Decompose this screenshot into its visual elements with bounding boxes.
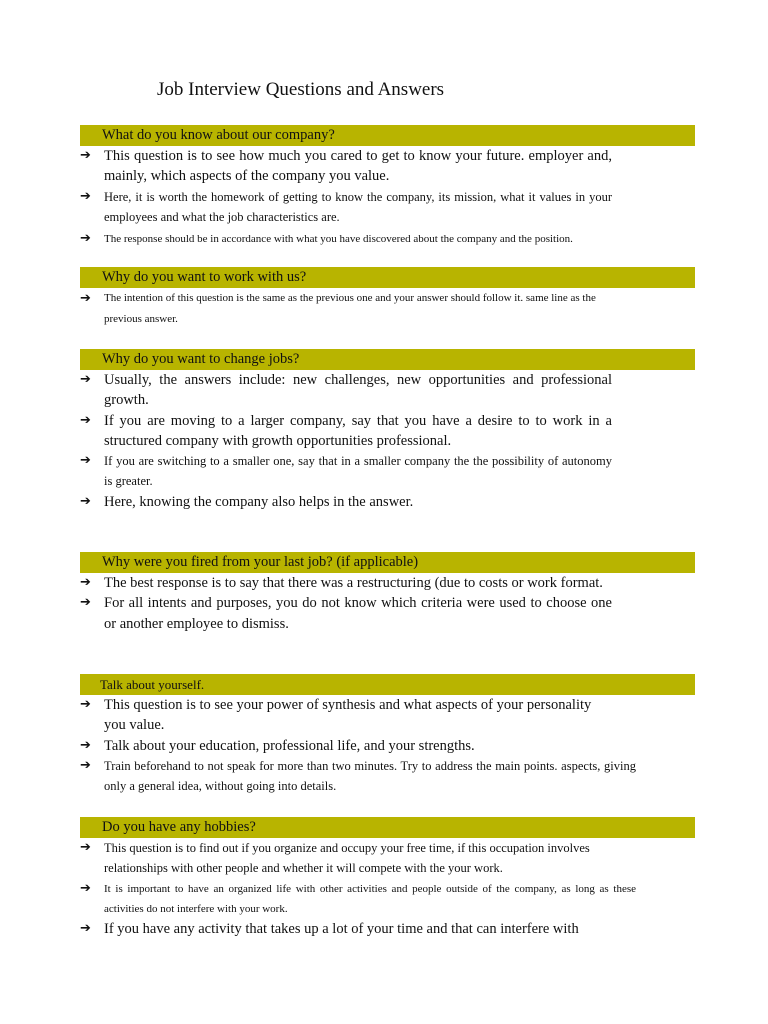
question-header: Do you have any hobbies? bbox=[80, 817, 695, 838]
question-header: Talk about yourself. bbox=[80, 674, 695, 695]
arrow-icon: ➔ bbox=[80, 188, 91, 204]
answer-item: ➔ It is important to have an organized life with other activities and people outside of the company, as long as these activities do not interfere with your work. bbox=[80, 880, 636, 915]
answer-item: ➔ Usually, the answers include: new challenges, new opportunities and professional growth. bbox=[80, 372, 612, 409]
answer-item: ➔ Train beforehand to not speak for more than two minutes. Try to address the main points. aspects, giving only a general idea, without going into details. bbox=[80, 757, 636, 794]
arrow-icon: ➔ bbox=[80, 697, 91, 712]
arrow-icon: ➔ bbox=[80, 575, 91, 590]
arrow-icon: ➔ bbox=[80, 231, 91, 247]
question-header: Why do you want to work with us? bbox=[80, 267, 695, 288]
arrow-icon: ➔ bbox=[80, 453, 91, 469]
arrow-icon: ➔ bbox=[80, 840, 91, 855]
answer-item: ➔ Here, it is worth the homework of getting to know the company, its mission, what it values in your employees and what the job characteristics are. bbox=[80, 188, 612, 224]
arrow-icon: ➔ bbox=[80, 412, 91, 428]
question-header: Why were you fired from your last job? (if applicable) bbox=[80, 552, 695, 573]
arrow-icon: ➔ bbox=[80, 595, 91, 611]
section-about-yourself bbox=[80, 674, 695, 796]
arrow-icon: ➔ bbox=[80, 737, 91, 753]
arrow-icon: ➔ bbox=[80, 493, 91, 509]
question-header: Why do you want to change jobs? bbox=[80, 349, 695, 370]
question-header: What do you know about our company? bbox=[80, 125, 695, 146]
answer-item: ➔ The best response is to say that there was a restructuring (due to costs or work format. bbox=[80, 573, 612, 593]
arrow-icon: ➔ bbox=[80, 291, 91, 306]
section-company bbox=[80, 125, 695, 249]
arrow-icon: ➔ bbox=[80, 148, 91, 163]
page-title: Job Interview Questions and Answers bbox=[157, 79, 445, 100]
section-hobbies bbox=[80, 817, 695, 939]
answer-item: ➔ Talk about your education, professional life, and your strengths. bbox=[80, 736, 612, 756]
answer-item: ➔ This question is to find out if you organize and occupy your free time, if this occupation involves relationships with other people and whether it will compete with the your work. bbox=[80, 840, 590, 876]
answer-item: ➔ The intention of this question is the same as the previous one and your answer should follow it. same line as the previous answer. bbox=[80, 288, 636, 330]
arrow-icon: ➔ bbox=[80, 921, 91, 937]
arrow-icon: ➔ bbox=[80, 757, 91, 773]
answer-item: ➔ Here, knowing the company also helps in the answer. bbox=[80, 492, 612, 512]
answer-item: ➔ This question is to see how much you cared to get to know your future. employer and, mainly, which aspects of the company you value. bbox=[80, 148, 612, 185]
answer-item: ➔ The response should be in accordance with what you have discovered about the company and the position. bbox=[80, 229, 636, 249]
answer-item: ➔ If you have any activity that takes up a lot of your time and that can interfere with bbox=[80, 919, 612, 939]
answer-item: ➔ If you are switching to a smaller one, say that in a smaller company the the possibility of autonomy is greater. bbox=[80, 453, 612, 489]
section-fired bbox=[80, 552, 695, 634]
section-change-jobs bbox=[80, 349, 695, 512]
answer-item: ➔ If you are moving to a larger company, say that you have a desire to to work in a structured company with growth opportunities professional. bbox=[80, 412, 612, 449]
arrow-icon: ➔ bbox=[80, 880, 91, 896]
section-work-with-us bbox=[80, 267, 695, 330]
answer-item: ➔ For all intents and purposes, you do not know which criteria were used to choose one or another employee to dismiss. bbox=[80, 595, 612, 632]
arrow-icon: ➔ bbox=[80, 372, 91, 387]
answer-item: ➔ This question is to see your power of synthesis and what aspects of your personality you value. bbox=[80, 697, 592, 734]
